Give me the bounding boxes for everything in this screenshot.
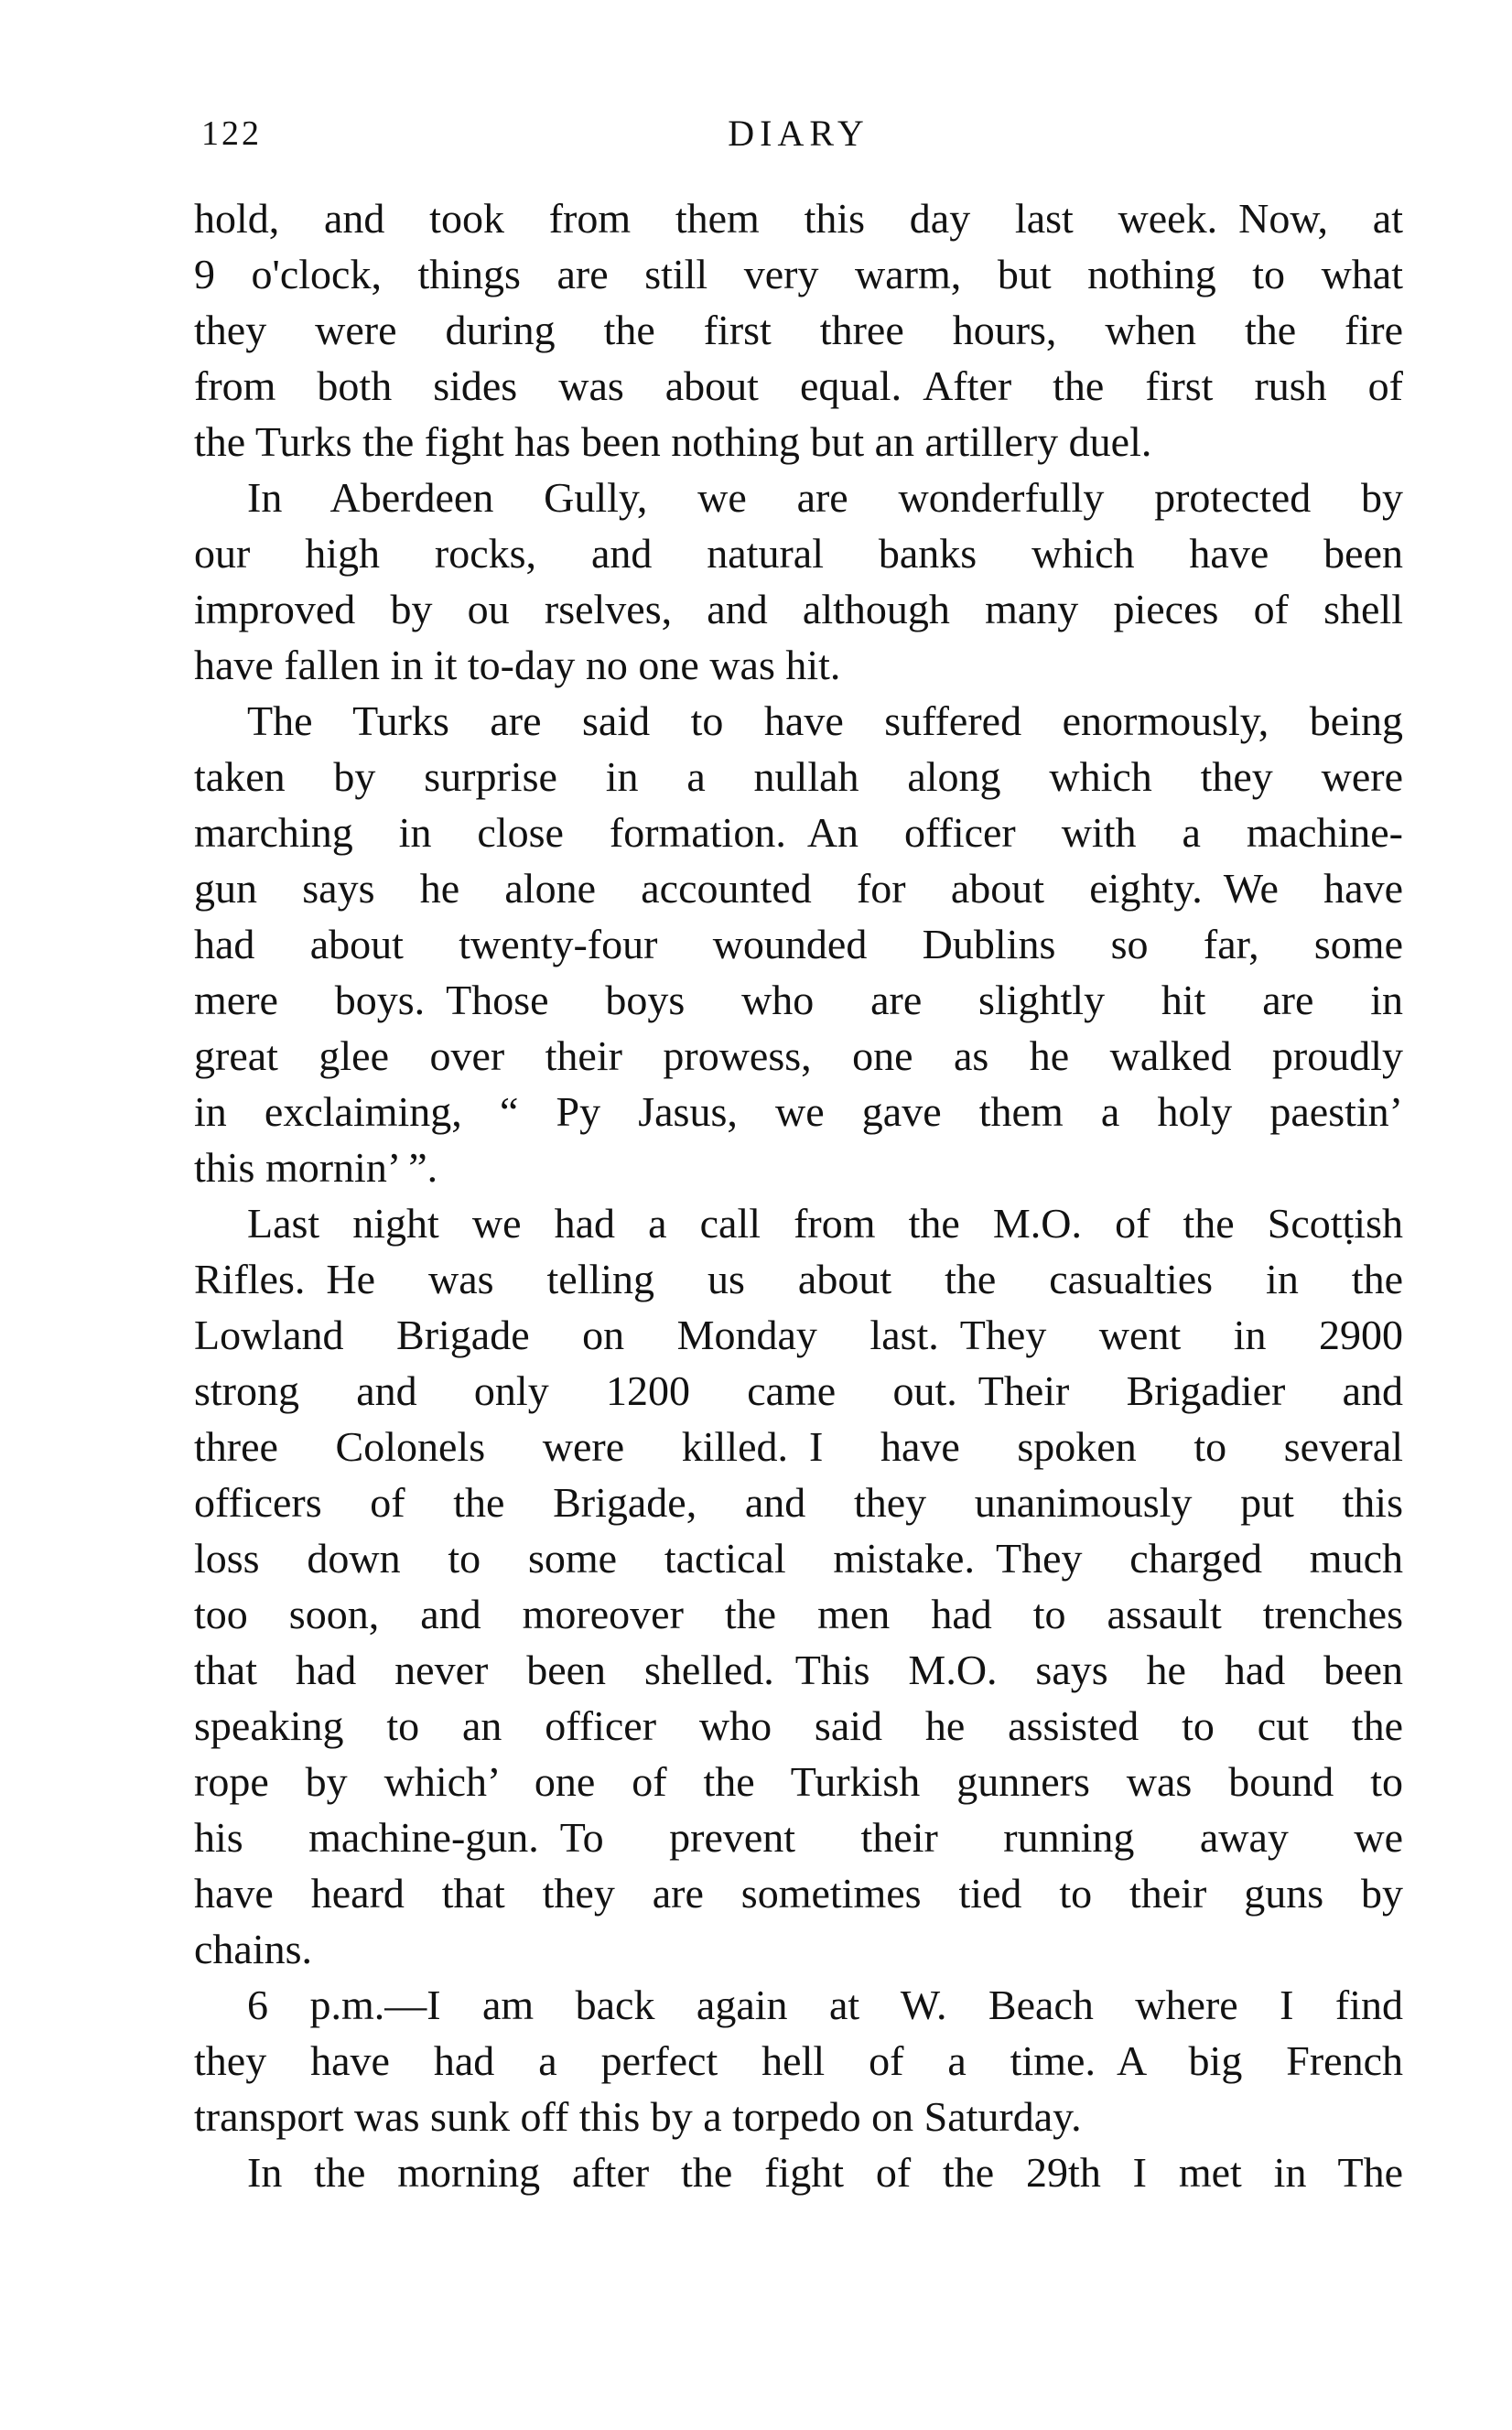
text-line: three Colonels were killed. I have spoken to several bbox=[194, 1423, 1403, 1470]
text-line: hold, and took from them this day last week. Now, at bbox=[194, 195, 1403, 242]
text-line: mere boys. Those boys who are slightly hit are in bbox=[194, 977, 1403, 1023]
text-line: in exclaiming, “ Py Jasus, we gave them a holy paestin’ bbox=[194, 1088, 1403, 1135]
paragraph bbox=[194, 470, 1403, 693]
text-line: transport was sunk off this by a torpedo on Saturday. bbox=[194, 2093, 1082, 2140]
text-line: officers of the Brigade, and they unanimously put this bbox=[194, 1479, 1403, 1526]
text-line: In the morning after the fight of the 29th I met in The bbox=[247, 2149, 1403, 2196]
text-line: his machine-gun. To prevent their running away we bbox=[194, 1814, 1403, 1861]
paragraph bbox=[194, 1195, 1403, 1977]
text-line: gun says he alone accounted for about eighty. We have bbox=[194, 865, 1403, 912]
text-line: marching in close formation. An officer with a machine- bbox=[194, 809, 1403, 856]
text-line: Rifles. He was telling us about the casualties in the bbox=[194, 1256, 1403, 1302]
text-line: Lowland Brigade on Monday last. They went in 2900 bbox=[194, 1312, 1403, 1358]
paragraph bbox=[194, 693, 1403, 1195]
running-title: DIARY bbox=[728, 113, 869, 154]
text-line: too soon, and moreover the men had to assault trenches bbox=[194, 1591, 1403, 1637]
paragraph bbox=[194, 2144, 1403, 2200]
text-line: they have had a perfect hell of a time. A big French bbox=[194, 2037, 1403, 2084]
text-line: that had never been shelled. This M.O. says he had been bbox=[194, 1647, 1403, 1693]
text-line: In Aberdeen Gully, we are wonderfully protected by bbox=[247, 474, 1403, 521]
text-line: speaking to an officer who said he assisted to cut the bbox=[194, 1702, 1403, 1749]
text-line: taken by surprise in a nullah along which they were bbox=[194, 753, 1403, 800]
paragraph bbox=[194, 190, 1403, 470]
text-line: Last night we had a call from the M.O. of the Scotṭish bbox=[247, 1200, 1403, 1247]
text-line: 6 p.m.—I am back again at W. Beach where I find bbox=[247, 1982, 1403, 2028]
text-line: this mornin’ ”. bbox=[194, 1144, 438, 1191]
page-number: 122 bbox=[201, 114, 262, 153]
text-line: rope by which’ one of the Turkish gunners was bound to bbox=[194, 1758, 1403, 1805]
text-line: the Turks the fight has been nothing but an artillery duel. bbox=[194, 418, 1152, 465]
page-body bbox=[194, 190, 1403, 2200]
page-header bbox=[194, 113, 1403, 157]
text-line: they were during the first three hours, when the fire bbox=[194, 307, 1403, 353]
text-line: improved by ou rselves, and although many pieces of shell bbox=[194, 586, 1403, 632]
text-line: 9 o'clock, things are still very warm, but nothing to what bbox=[194, 251, 1403, 297]
paragraph bbox=[194, 1977, 1403, 2144]
text-line: loss down to some tactical mistake. They charged much bbox=[194, 1535, 1403, 1582]
text-line: have heard that they are sometimes tied to their guns by bbox=[194, 1870, 1403, 1917]
text-line: chains. bbox=[194, 1926, 313, 1972]
text-line: from both sides was about equal. After the first rush of bbox=[194, 362, 1403, 409]
text-line: had about twenty-four wounded Dublins so far, some bbox=[194, 921, 1403, 967]
text-line: our high rocks, and natural banks which have been bbox=[194, 530, 1403, 577]
text-line: The Turks are said to have suffered enormously, being bbox=[247, 697, 1403, 744]
text-line: great glee over their prowess, one as he walked proudly bbox=[194, 1032, 1403, 1079]
text-line: have fallen in it to-day no one was hit. bbox=[194, 642, 841, 688]
text-line: strong and only 1200 came out. Their Brigadier and bbox=[194, 1367, 1403, 1414]
